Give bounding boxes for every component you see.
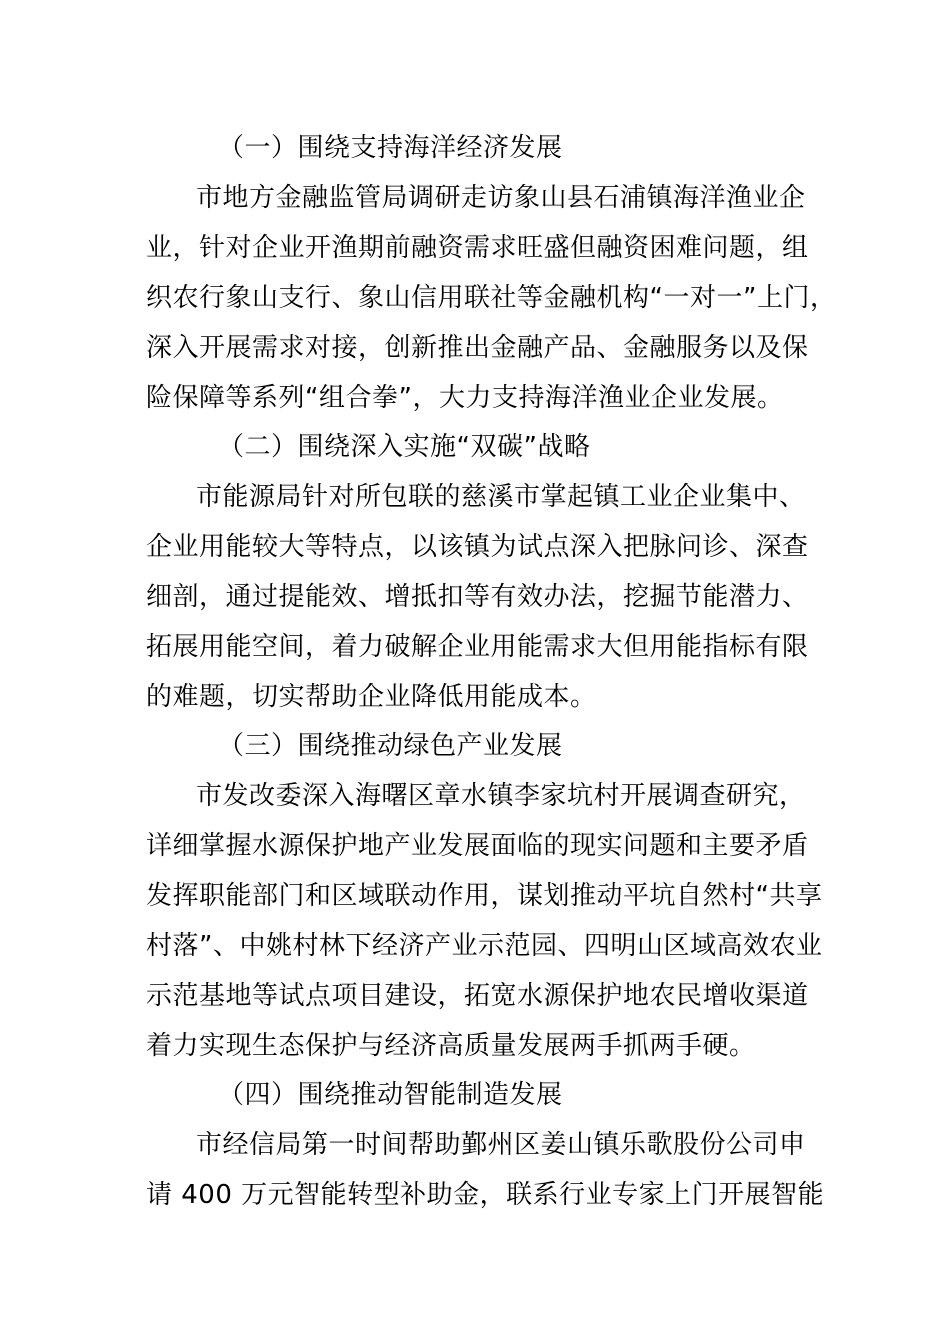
paragraph-line: 深入开展需求对接，创新推出金融产品、金融服务以及保 xyxy=(146,333,809,363)
paragraph-line: 请 400 万元智能转型补助金，联系行业专家上门开展智能 xyxy=(146,1180,825,1210)
paragraph-line: 险保障等系列“组合拳”，大力支持海洋渔业企业发展。 xyxy=(146,383,784,413)
section-heading: （一）围绕支持海洋经济发展 xyxy=(218,133,563,163)
paragraph-line: 市经信局第一时间帮助鄞州区姜山镇乐歌股份公司申 xyxy=(196,1130,806,1160)
paragraph-line: 着力实现生态保护与经济高质量发展两手抓两手硬。 xyxy=(146,1031,756,1061)
paragraph-line: 市发改委深入海曙区章水镇李家坑村开展调查研究， xyxy=(196,781,806,811)
paragraph-line: 市地方金融监管局调研走访象山县石浦镇海洋渔业企 xyxy=(196,183,806,213)
paragraph-line: 村落”、中姚村林下经济产业示范园、四明山区域高效农业 xyxy=(146,931,823,961)
paragraph-line: 的难题，切实帮助企业降低用能成本。 xyxy=(146,682,597,712)
paragraph-line: 细剖，通过提能效、增抵扣等有效办法，挖掘节能潜力、 xyxy=(146,582,809,612)
paragraph-line: 发挥职能部门和区域联动作用，谋划推动平坑自然村“共享 xyxy=(146,881,823,911)
paragraph-line: 详细掌握水源保护地产业发展面临的现实问题和主要矛盾 xyxy=(146,831,809,861)
paragraph-line: 企业用能较大等特点，以该镇为试点深入把脉问诊、深查 xyxy=(146,532,809,562)
paragraph-line: 业，针对企业开渔期前融资需求旺盛但融资困难问题，组 xyxy=(146,233,809,263)
paragraph-line: 市能源局针对所包联的慈溪市掌起镇工业企业集中、 xyxy=(196,482,806,512)
section-heading: （二）围绕深入实施“双碳”战略 xyxy=(218,432,591,462)
section-heading: （三）围绕推动绿色产业发展 xyxy=(218,731,563,761)
paragraph-line: 拓展用能空间，着力破解企业用能需求大但用能指标有限 xyxy=(146,632,809,662)
section-heading: （四）围绕推动智能制造发展 xyxy=(218,1080,563,1110)
paragraph-line: 织农行象山支行、象山信用联社等金融机构“一对一”上门， xyxy=(146,283,837,313)
paragraph-line: 示范基地等试点项目建设，拓宽水源保护地农民增收渠道 xyxy=(146,981,809,1011)
